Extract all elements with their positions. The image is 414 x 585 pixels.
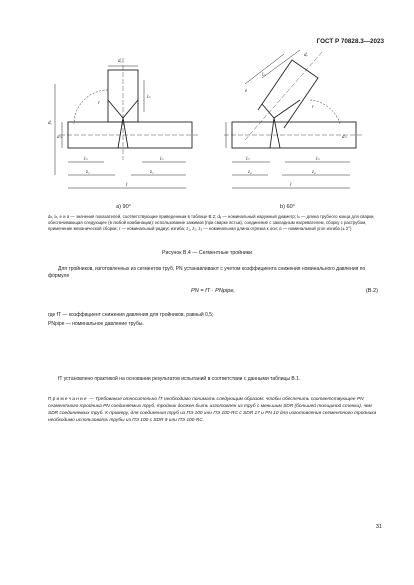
figure-legend: dₙ, lₙ, e и α — значения показателей, соответствующие приведенным в таблице В.2; dₑ — номинальный наружный диаметр; lₙ — длина трубного конца для сварки, обеспечивающая следующее (в любой комбинации): использование зажимов (при сварке встык), соединение с закладным нагревателем, сборку с раструбом, применение механической сборки; r — номинальный радиус изгиба; z₁, z₂, z₃ — номинальная длина отрезка к оси; α — номинальный угол изгиба (± 2°)	[48, 214, 375, 231]
tee-a-arc	[74, 90, 108, 124]
label-l2-b: lₙ	[316, 157, 320, 162]
label-e-b: e	[245, 89, 248, 94]
tee-b-centerline	[224, 52, 364, 140]
note	[48, 396, 378, 424]
page-number: 31	[375, 524, 382, 530]
paragraph-2: fT установлено практикой на основании результатов испытаний в соответствии с данными таблицы В.1.	[58, 376, 301, 382]
tee-a-dim-lines	[55, 66, 186, 188]
label-z2-b: z₂	[248, 170, 252, 175]
caption-b: b) 60°	[280, 204, 295, 210]
document-number: ГОСТ Р 70828.3—2023	[316, 38, 384, 45]
formula	[48, 288, 378, 298]
tee-b-branch	[258, 60, 318, 128]
figure-title: Рисунок В.4 — Сегментные тройники	[162, 250, 252, 256]
label-l1-a: lₙ	[84, 157, 88, 162]
label-de2-a: dₑ	[48, 121, 52, 126]
caption-a: a) 90°	[116, 204, 131, 210]
where-line-2: PNpipe — номинальное давление трубы.	[48, 321, 144, 327]
label-z2b-b: z₂	[312, 170, 316, 175]
paragraph-1: Для тройников, изготовленных из сегментов труб, PN устанавливают с учетом коэффициента снижения номинального давления по формуле	[48, 266, 366, 280]
label-z1b-a: z₁	[150, 170, 154, 175]
label-r-b: r	[312, 105, 314, 110]
label-z1-a: z₁	[86, 170, 90, 175]
label-e-a: r	[98, 101, 100, 106]
label-l2-a: lₙ	[160, 157, 164, 162]
label-l1-b: lₙ	[246, 157, 250, 162]
label-de-b: dₑ	[304, 53, 308, 58]
formula-number: (В.2)	[365, 288, 378, 294]
note-text: — Требования относительно fT необходимо понимать следующим образом: чтобы обеспечить соответствующее PN сегментного тройника PN соединяемых труб, тройник должен быть изготовлен из труб с меньшим SDR (большей толщиной стенки), чем SDR соединяемых труб. К примеру, для соединения труб из ПЭ 100 или ПЭ 100-RC с SDR 17 и PN 10 для изготовления сегментного тройника необходимо использовать трубы из ПЭ 100 с SDR 9 или ПЭ 100-RC.	[48, 397, 377, 423]
label-ln-b: lₙ	[262, 73, 266, 78]
tee-b-arc	[310, 100, 340, 124]
label-dn-b: dₙ	[342, 135, 347, 140]
label-l-b: l	[290, 183, 292, 188]
label-l-a: l	[126, 183, 128, 188]
tee-b-dim-lines	[226, 50, 350, 188]
label-ln-a: lₙ	[147, 95, 151, 100]
formula-expression: PN = fT · PNpipe,	[191, 288, 235, 294]
label-de-a: dₑ	[118, 59, 122, 64]
note-label: Примечание	[48, 397, 88, 402]
label-dn-a: dₙ	[57, 135, 62, 140]
tee-figure	[0, 0, 414, 215]
where-line-1: где fT — коэффициент снижения давления для тройников, равный 0,5;	[48, 312, 214, 318]
tee-b-miter	[262, 100, 300, 148]
